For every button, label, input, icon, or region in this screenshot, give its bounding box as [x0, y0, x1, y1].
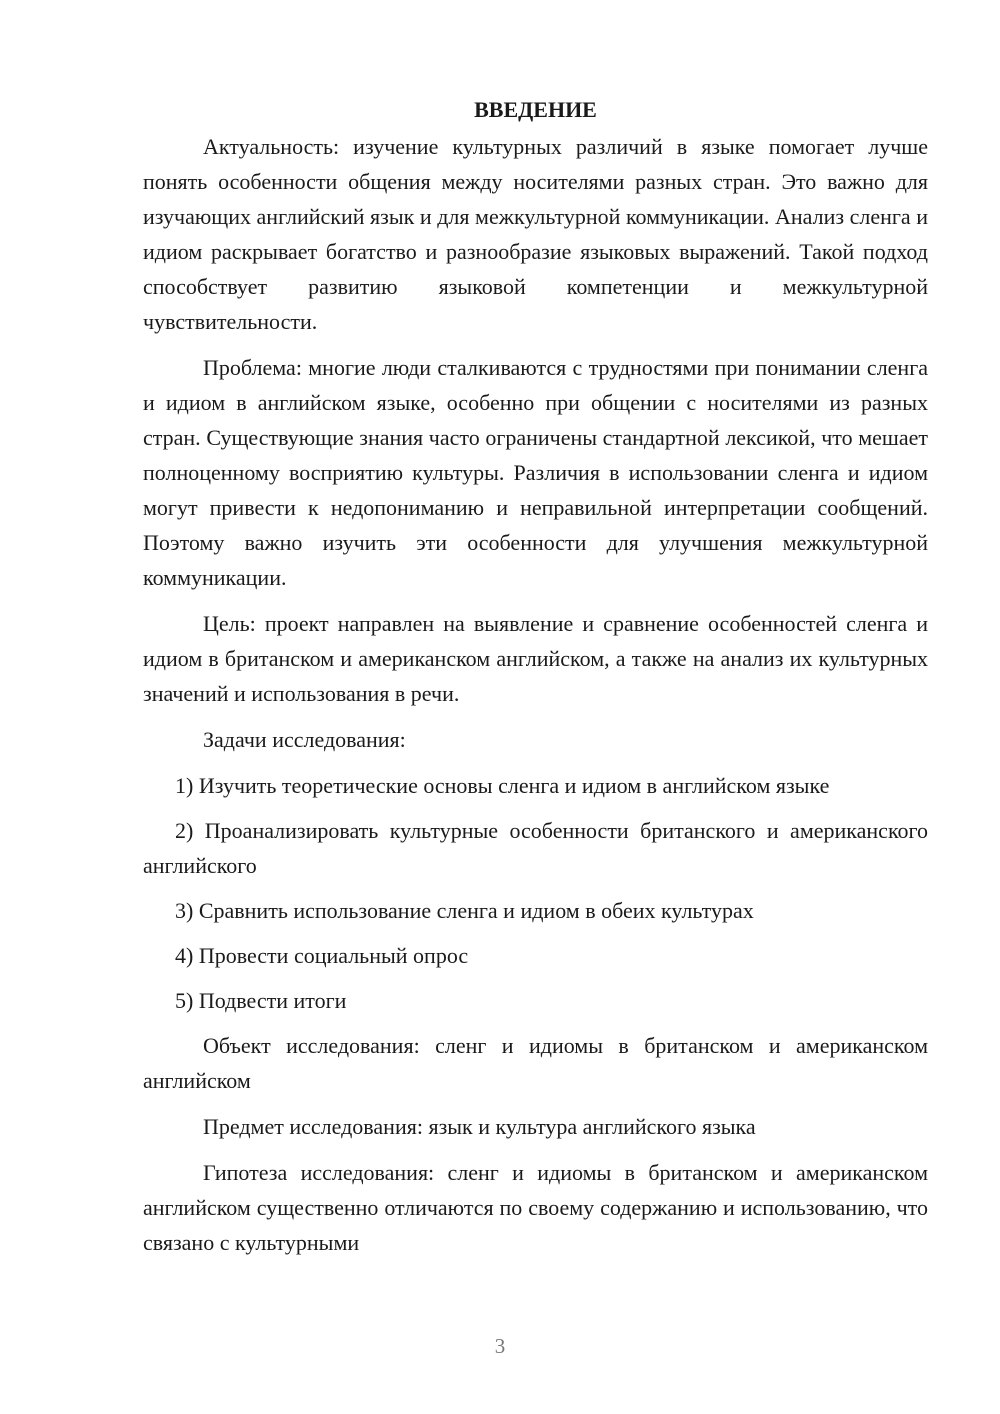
subject-paragraph: Предмет исследования: язык и культура английского языка	[203, 1114, 756, 1139]
task-item: 3) Сравнить использование сленга и идиом в обеих культурах	[175, 898, 754, 923]
task-item: 2) Проанализировать культурные особенности британского и американского английского	[143, 818, 928, 878]
task-item: 1) Изучить теоретические основы сленга и идиом в английском языке	[175, 773, 830, 798]
object-paragraph: Объект исследования: сленг и идиомы в британском и американском английском	[143, 1033, 928, 1093]
goal-paragraph: Цель: проект направлен на выявление и сравнение особенностей сленга и идиом в британском и американском английском, а также на анализ их культурных значений и использования в речи.	[143, 611, 928, 706]
task-item: 5) Подвести итоги	[175, 988, 347, 1013]
problem-paragraph: Проблема: многие люди сталкиваются с трудностями при понимании сленга и идиом в английском языке, особенно при общении с носителями из разных стран. Существующие знания часто ограничены стандартной лексикой, что мешает полноценному восприятию культуры. Различия в использовании сленга и идиом могут привести к недопониманию и неправильной интерпретации сообщений. Поэтому важно изучить эти особенности для улучшения межкультурной коммуникации.	[143, 355, 928, 590]
page-number: 3	[494, 1334, 506, 1358]
document-page	[143, 92, 928, 1260]
task-item: 4) Провести социальный опрос	[175, 943, 469, 968]
hypothesis-paragraph: Гипотеза исследования: сленг и идиомы в британском и американском английском существенно отличаются по своему содержанию и использованию, что связано с культурными	[143, 1160, 928, 1255]
section-title: ВВЕДЕНИЕ	[474, 97, 597, 122]
tasks-heading: Задачи исследования:	[203, 727, 406, 752]
relevance-paragraph: Актуальность: изучение культурных различий в языке помогает лучше понять особенности общения между носителями разных стран. Это важно для изучающих английский язык и для межкультурной коммуникации. Анализ сленга и идиом раскрывает богатство и разнообразие языковых выражений. Такой подход способствует развитию языковой компетенции и межкультурной чувствительности.	[143, 134, 928, 334]
